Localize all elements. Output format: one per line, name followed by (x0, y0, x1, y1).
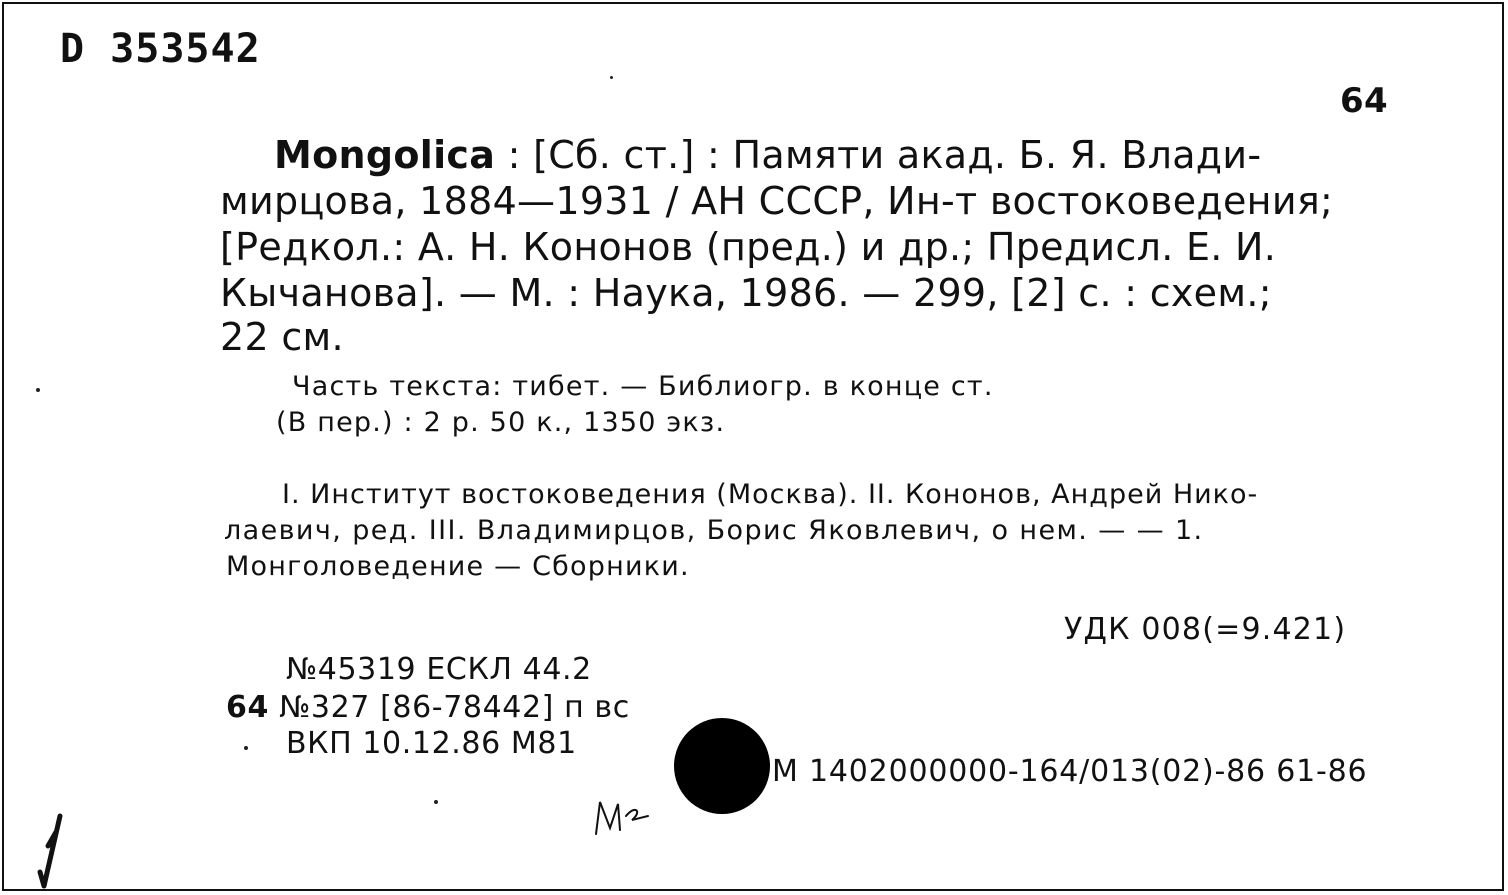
entry-line-1 (274, 132, 1261, 178)
registration-line-2 (226, 690, 630, 725)
tracings-line-3: Монголоведение — Сборники. (226, 551, 690, 582)
catalog-card (2, 2, 1504, 891)
pencil-mark-icon (30, 812, 70, 892)
registration-line-1: №45319 ЕСКЛ 44.2 (286, 652, 592, 687)
entry-line-3: [Редкол.: А. Н. Кононов (пред.) и др.; Предисл. Е. И. (220, 225, 1277, 269)
signature-icon (592, 794, 652, 838)
entry-line-5: 22 см. (220, 315, 344, 359)
speck-left (36, 388, 40, 392)
handwritten-initials (592, 794, 652, 842)
shelf-number: 64 (1340, 81, 1388, 121)
entry-title-rest: : [Сб. ст.] : Памяти акад. Б. Я. Влади- (495, 133, 1262, 177)
tracings-line-2: лаевич, ред. III. Владимирцов, Борис Яковлевич, о нем. — — 1. (224, 515, 1204, 546)
registration-number: №327 [86-78442] п вс (279, 690, 630, 725)
tracings-line-1: I. Институт востоковедения (Москва). II. Кононов, Андрей Нико- (282, 479, 1259, 510)
entry-title: Mongolica (274, 133, 496, 177)
notes-line-2: (В пер.) : 2 р. 50 к., 1350 экз. (276, 407, 726, 438)
speck-reg (244, 746, 248, 750)
speck-mid (434, 800, 438, 804)
card-code: М 1402000000-164/013(02)-86 61-86 (772, 754, 1368, 789)
inventory-number: D 353542 (60, 26, 261, 72)
handwritten-corner-mark (30, 812, 70, 895)
entry-line-2: мирцова, 1884—1931 / АН СССР, Ин-т востоковедения; (220, 179, 1334, 223)
registration-shelf-number: 64 (226, 690, 269, 725)
speck-top (610, 76, 613, 79)
entry-line-4: Кычанова]. — М. : Наука, 1986. — 299, [2] с. : схем.; (220, 271, 1272, 315)
udk-code: УДК 008(=9.421) (1064, 612, 1347, 647)
registration-line-3: ВКП 10.12.86 М81 (286, 726, 577, 761)
punch-hole (674, 718, 770, 814)
notes-line-1: Часть текста: тибет. — Библиогр. в конце ст. (292, 371, 994, 402)
